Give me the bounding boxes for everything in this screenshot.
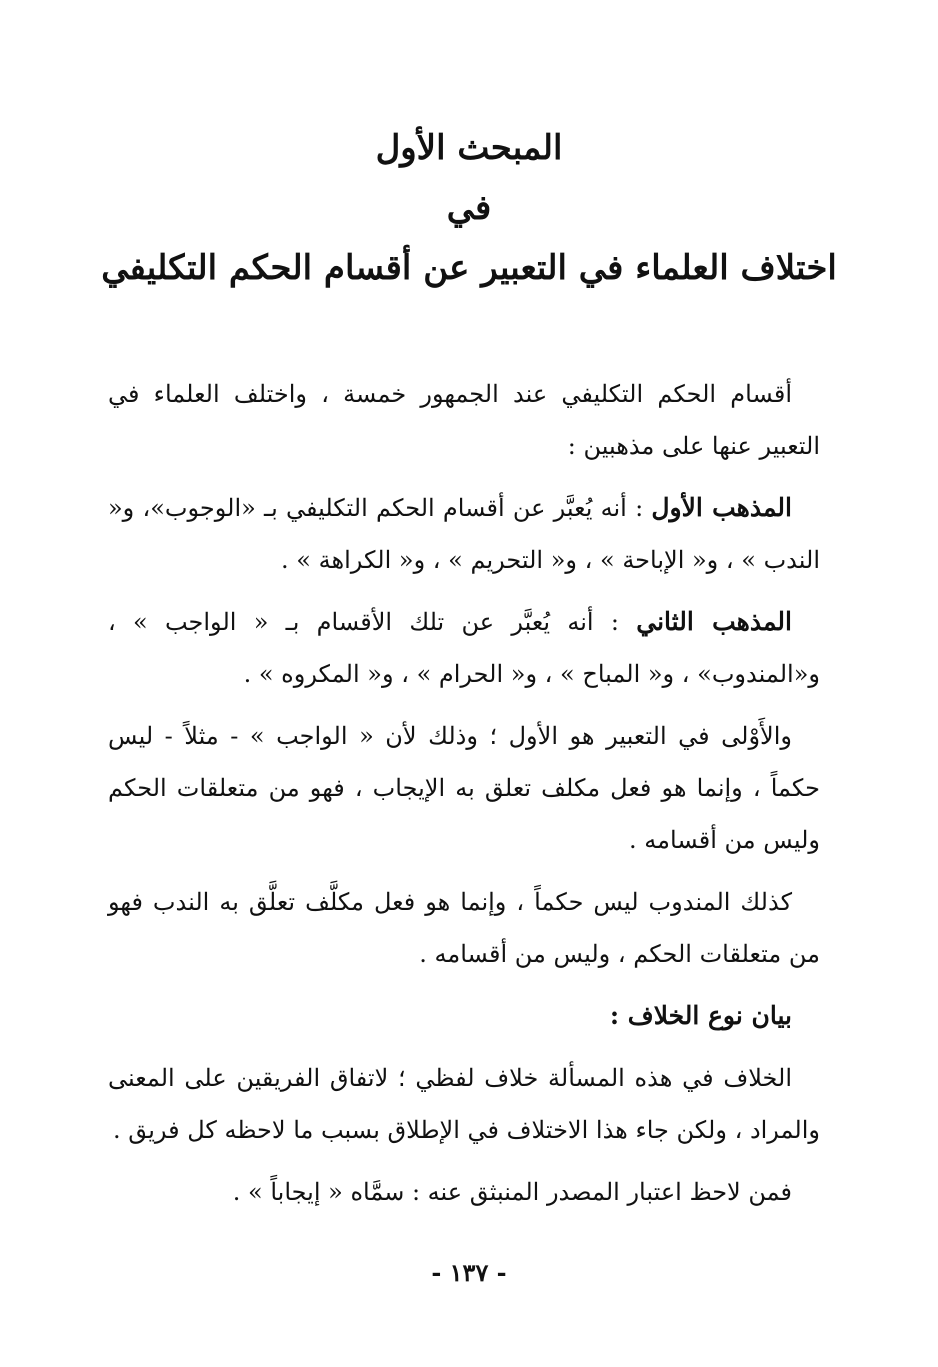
chapter-subtitle: اختلاف العلماء في التعبير عن أقسام الحكم التكليفي — [101, 248, 837, 288]
first-doctrine-term: المذهب الأول — [651, 493, 792, 522]
second-doctrine-term: المذهب الثاني — [636, 607, 792, 636]
second-doctrine-text: : أنه يُعبَّر عن تلك الأقسام بـ « الواجب » ، و«المندوب» ، و« المباح » ، و« الحرام » ، و« المكروه » . — [108, 608, 820, 688]
dispute-heading-label: بيان نوع الخلاف — [627, 1001, 792, 1030]
mandub-paragraph: كذلك المندوب ليس حكماً ، وإنما هو فعل مكلَّف تعلَّق به الندب فهو من متعلقات الحكم ، وليس من أقسامه . — [108, 888, 820, 968]
dispute-heading — [108, 990, 820, 1042]
last-paragraph: فمن لاحظ اعتبار المصدر المنبثق عنه : سمَّاه « إيجاباً » . — [232, 1178, 792, 1206]
preference-paragraph: والأَوْلى في التعبير هو الأول ؛ وذلك لأن « الواجب » - مثلاً - ليس حكماً ، وإنما هو فعل مكلف تعلق به الإيجاب ، فهو من متعلقات الحكم وليس من أقسامه . — [108, 722, 820, 854]
chapter-title-connector: في — [446, 188, 492, 228]
dispute-heading-colon: : — [609, 1001, 628, 1030]
second-doctrine-paragraph — [108, 596, 820, 700]
dispute-paragraph: الخلاف في هذه المسألة خلاف لفظي ؛ لاتفاق الفريقين على المعنى والمراد ، ولكن جاء هذا الاختلاف في الإطلاق بسبب ما لاحظه كل فريق . — [108, 1064, 820, 1144]
page-number: - ١٣٧ - — [431, 1258, 507, 1287]
chapter-title-block — [0, 118, 938, 298]
intro-paragraph: أقسام الحكم التكليفي عند الجمهور خمسة ، واختلف العلماء في التعبير عنها على مذهبين : — [108, 380, 820, 460]
first-doctrine-paragraph — [108, 482, 820, 586]
page-body — [108, 368, 820, 1228]
chapter-title: المبحث الأول — [375, 128, 563, 168]
first-doctrine-text: : أنه يُعبَّر عن أقسام الحكم التكليفي بـ «الوجوب»، و« الندب » ، و« الإباحة » ، و« التحريم » ، و« الكراهة » . — [108, 494, 820, 574]
